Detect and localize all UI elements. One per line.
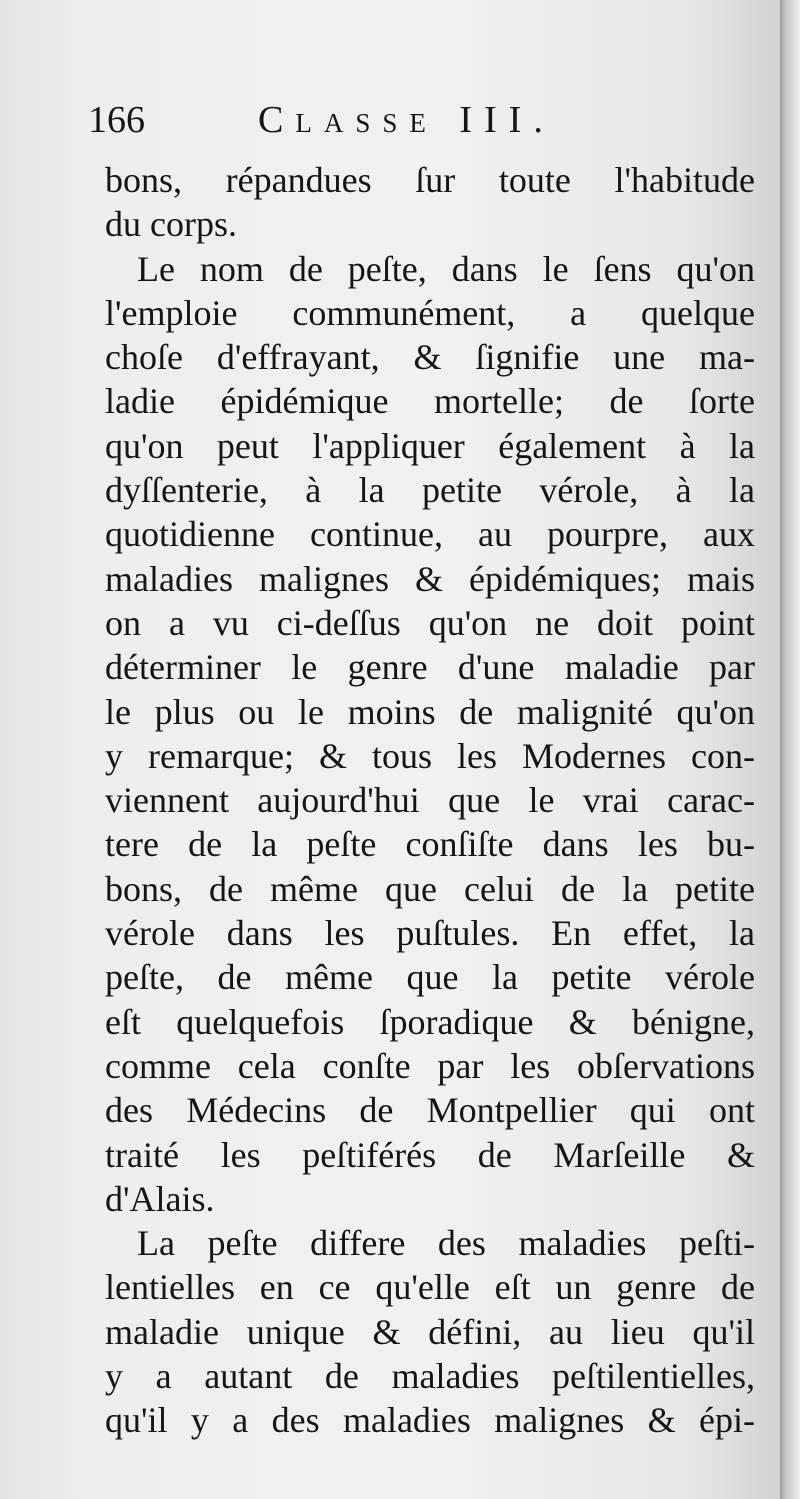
text-line: qu'on peut l'appliquer également à la [105,425,755,466]
text-line: comme cela conſte par les obſervations [105,1045,755,1086]
text-line: choſe d'effrayant, & ſignifie une ma- [105,337,755,378]
text-line: y a autant de maladies peſtilentielles, [105,1356,755,1397]
text-line: le plus ou le moins de malignité qu'on [105,691,755,732]
text-line: Le nom de peſte, dans le ſens qu'on [137,248,755,289]
page-edge-shadow [780,0,800,1499]
text-line: tere de la peſte conſiſte dans les bu- [105,824,755,865]
text-line: du corps. [105,204,237,245]
body-text [105,158,755,1443]
text-line: l'emploie communément, a quelque [105,292,755,333]
text-line: viennent aujourd'hui que le vrai carac- [105,780,755,821]
text-line: bons, de même que celui de la petite [105,868,755,909]
text-line: maladie unique & défini, au lieu qu'il [105,1311,755,1352]
text-line: bons, répandues ſur toute l'habitude [105,160,755,200]
text-line: déterminer le genre d'une maladie par [105,647,755,688]
text-line: dyſſenterie, à la petite vérole, à la [105,470,755,511]
text-line: peſte, de même que la petite vérole [105,957,755,998]
text-line: ladie épidémique mortelle; de ſorte [105,381,755,422]
text-line: d'Alais. [105,1178,215,1219]
page-number: 166 [88,99,145,141]
text-line: lentielles en ce qu'elle eſt un genre de [105,1267,755,1308]
text-line: on a vu ci-deſſus qu'on ne doit point [105,602,755,643]
text-line: vérole dans les puſtules. En effet, la [105,913,755,954]
text-line: traité les peſtiférés de Marſeille & [105,1134,755,1175]
text-line: La peſte differe des maladies peſti- [137,1223,755,1264]
text-line: des Médecins de Montpellier qui ont [105,1090,755,1131]
running-title: Classe III. [258,99,555,141]
text-line: y remarque; & tous les Modernes con- [105,735,755,776]
text-line: eſt quelquefois ſporadique & bénigne, [105,1001,755,1042]
text-line: qu'il y a des maladies malignes & épi- [105,1400,755,1441]
text-line: quotidienne continue, au pourpre, aux [105,514,755,555]
page-header [88,98,788,148]
text-line: maladies malignes & épidémiques; mais [105,558,755,599]
